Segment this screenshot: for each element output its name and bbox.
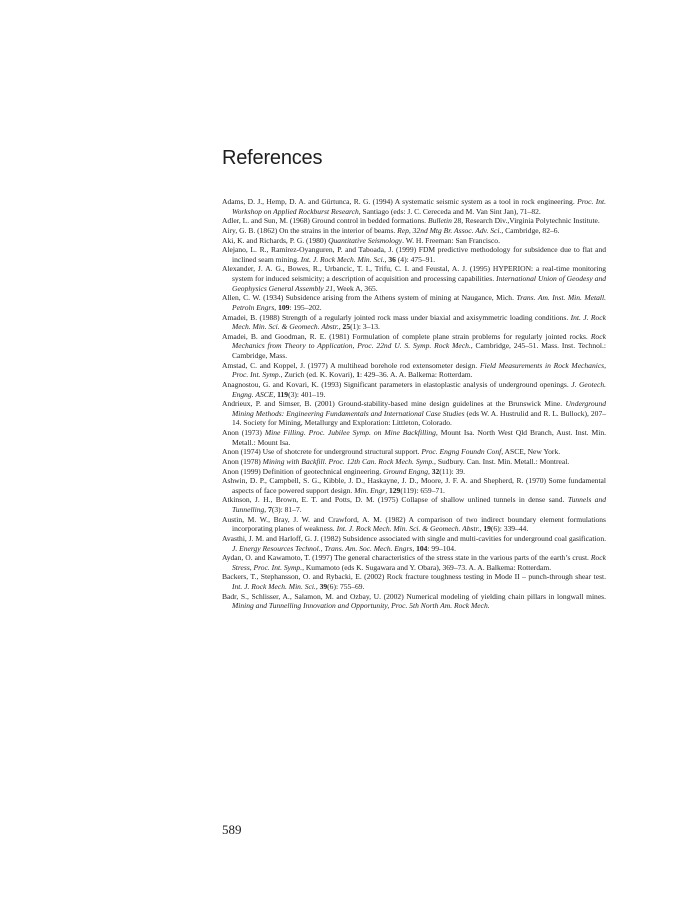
reference-text: : 429–36. A. A. Balkema: Rotterdam. (360, 370, 473, 380)
reference-source-title: Field Measurements in Rock Mechanics, Proc. Int. Symp. (232, 360, 606, 380)
reference-source-title: J. Energy Resources Technol., Trans. Am. Soc. Mech. Engrs (232, 543, 413, 553)
reference-text: : 195–202. (289, 302, 322, 312)
reference-source-title: Int. J. Rock Mech. Min. Sci. (232, 582, 316, 591)
reference-text: Alejano, L. R., Ramírez-Oyanguren, P. and Taboada, J. (1999) FDM predictive methodology for subsidence due to flat and inclined seam mining. (222, 245, 606, 264)
reference-text: Austin, M. W., Bray, J. W. and Crawford, A. M. (1982) A comparison of two indirect boundary element formulations incorporating planes of weakness. (222, 514, 606, 534)
reference-entry (222, 495, 606, 514)
reference-text: Aki, K. and Richards, P. G. (1980) (222, 235, 329, 245)
reference-text: , (479, 524, 484, 534)
reference-entry (222, 380, 606, 399)
reference-source-title: Underground Mining Methods: Engineering Fundamentals and International Case Studies (232, 399, 606, 418)
reference-text: (3): 401–19. (288, 389, 326, 399)
reference-text: Badr, S., Schlisser, A., Salamon, M. and Ozbay, U. (2002) Numerical modeling of yielding chain pillars in longwall mines. (222, 591, 606, 601)
reference-text: , (427, 466, 432, 476)
reference-text: , Cambridge, 245–51. Mass. Inst. Technol.: Cambridge, Mass. (232, 341, 607, 360)
reference-text: , (264, 505, 269, 514)
reference-text: Avasthi, J. M. and Harloff, G. J. (1982) Subsidence associated with single and multi-cavities for underground coal gasification. (222, 533, 606, 543)
reference-text: Aydan, O. and Kawamoto, T. (1997) The general characteristics of the stress state in the various parts of the earth’s crust. (222, 553, 591, 563)
reference-text: (3): 81–7. (271, 505, 302, 514)
reference-volume: 109 (278, 302, 290, 312)
reference-volume: 7 (268, 505, 272, 514)
reference-source-title: Mining with Backfill. Proc. 12th Can. Rock Mech. Symp. (262, 456, 435, 466)
reference-volume: 129 (389, 485, 401, 495)
reference-source-title: Trans. Am. Inst. Min. Metall. Petroln Engrs (232, 293, 606, 312)
reference-text: (119): 659–71. (400, 485, 445, 495)
reference-text: , Cambridge, 82–6. (501, 225, 560, 235)
reference-volume: 119 (277, 389, 289, 399)
reference-text: (eds W. A. Hustrulid and R. L. Bullock), 207–14. Society for Mining, Metallurgy and Exploration: Littleton, Colorado. (232, 408, 606, 428)
reference-text: . W. H. Freeman: San Francisco. (402, 235, 500, 245)
reference-volume: 32 (431, 466, 440, 476)
reference-text: Allen, C. W. (1934) Subsidence arising from the Athens system of mining at Naugance, Mich. (222, 293, 517, 303)
reference-text: Backers, T., Stephansson, O. and Rybacki, E. (2002) Rock fracture toughness testing in Mode II – punch-through shear test. (222, 572, 606, 582)
reference-text: Amstad, C. and Koppel, J. (1977) A multihead borehole rod extensometer design. (222, 360, 480, 370)
reference-source-title: J. Geotech. Engng. ASCE (232, 379, 607, 399)
reference-source-title: Rock Stress, Proc. Int. Symp. (232, 553, 606, 572)
reference-entry (222, 361, 606, 380)
reference-text: (4): 475–91. (395, 254, 436, 264)
page-number: 589 (222, 822, 242, 837)
reference-volume: 1 (356, 370, 360, 380)
reference-entry (222, 592, 606, 611)
reference-entry (222, 197, 606, 216)
reference-entry (222, 467, 606, 477)
reference-entry (222, 515, 606, 534)
reference-text: Andrieux, P. and Simser, B. (2001) Ground-stability-based mine design guidelines at the Brunswick Mine. (222, 399, 566, 409)
reference-source-title: Bulletin (427, 216, 452, 226)
reference-entry (222, 534, 606, 553)
reference-text: Amadei, B. and Goodman, R. E. (1981) Formulation of complete plane strain problems for regularly jointed rocks. (222, 331, 591, 341)
reference-text: , (384, 254, 389, 264)
reference-text: Airy, G. B. (1862) On the strains in the interior of beams. (222, 225, 398, 235)
reference-entry (222, 332, 606, 361)
reference-source-title: International Union of Geodesy and Geophysics General Assembly 21 (232, 274, 606, 293)
reference-source-title: Min. Engr (354, 485, 386, 495)
reference-entry (222, 399, 606, 428)
reference-text: Adler, L. and Sun, M. (1968) Ground control in bedded formations. (222, 216, 428, 226)
reference-text: : 99–104. (427, 543, 456, 553)
reference-text: , Zurich (ed. K. Kovari), (280, 370, 357, 380)
reference-text: Anon (1973) (222, 428, 265, 437)
reference-entry (222, 236, 606, 246)
reference-source-title: Proc. Int. Workshop on Applied Rockburst Research (232, 197, 606, 216)
reference-text: Anon (1978) (222, 456, 263, 466)
reference-entry (222, 313, 606, 332)
reference-entry (222, 572, 606, 591)
reference-text: , (315, 582, 320, 591)
reference-text: 28, Research Div.,Virginia Polytechnic Institute. (451, 216, 600, 226)
reference-volume: 25 (342, 322, 351, 332)
reference-text: , (274, 302, 279, 312)
reference-text: , Week A, 365. (333, 283, 378, 293)
reference-entry (222, 553, 606, 572)
reference-text: , (412, 543, 417, 553)
reference-text: (11): 39. (439, 466, 466, 476)
reference-source-title: Int. J. Rock Mech. Min. Sci. & Geomech. Abstr. (232, 312, 606, 332)
reference-text: Anon (1974) Use of shotcrete for underground structural support. (222, 447, 422, 457)
reference-source-title: Quantitative Seismology (328, 235, 403, 245)
reference-text: Atkinson, J. H., Brown, E. T. and Potts, D. M. (1975) Collapse of shallow unlined tunnels in dense sand. (222, 495, 568, 505)
reference-entry (222, 245, 606, 264)
reference-text: Anon (1999) Definition of geotechnical engineering. (222, 466, 384, 476)
reference-text: , Santiago (eds: J. C. Cereceda and M. Van Sint Jan), 71–82. (358, 206, 541, 216)
reference-text: , ASCE, New York. (501, 447, 561, 457)
reference-text: (1): 3–13. (350, 322, 380, 332)
reference-volume: 104 (416, 543, 428, 553)
page-title: References (222, 147, 323, 169)
reference-text: Adams, D. J., Hemp, D. A. and Gürtunca, R. G. (1994) A systematic seismic system as a tool in rock engineering. (222, 197, 578, 206)
reference-text: Ashwin, D. P., Campbell, S. G., Kibble, J. D., Haskayne, J. D., Moore, J. F. A. and Shepherd, R. (1970) Some fundamental aspects of face powered support design. (222, 476, 606, 495)
reference-source-title: Mining and Tunnelling Innovation and Opportunity, Proc. 5th North Am. Rock Mech. (232, 601, 490, 611)
reference-source-title: Int. J. Rock Mech. Min. Sci. & Geomech. Abstr. (336, 524, 480, 534)
reference-list (222, 197, 606, 611)
reference-entry (222, 428, 606, 447)
reference-entry (222, 293, 606, 312)
reference-source-title: Rock Mechanics from Theory to Application, Proc. 22nd U. S. Symp. Rock Mech. (232, 331, 606, 351)
reference-volume: 36 (388, 254, 396, 264)
reference-text: , (338, 322, 343, 332)
reference-text: Anagnostou, G. and Kovari, K. (1993) Significant parameters in elastoplastic analysis of underground openings. (222, 379, 572, 389)
reference-text: (6): 755–69. (327, 582, 365, 591)
reference-entry (222, 447, 606, 457)
reference-text: , Sudbury. Can. Inst. Min. Metall.: Montreal. (434, 456, 570, 466)
reference-source-title: Tunnels and Tunnelling (232, 495, 606, 514)
reference-entry (222, 476, 606, 495)
reference-source-title: Rep, 32nd Mtg Br. Assoc. Adv. Sci. (397, 225, 502, 235)
reference-text: Amadei, B. (1988) Strength of a regularly jointed rock mass under biaxial and axisymmetric loading conditions. (222, 312, 571, 322)
reference-text: , (385, 485, 389, 495)
reference-entry (222, 457, 606, 467)
reference-source-title: Ground Engng (383, 466, 428, 476)
reference-entry (222, 226, 606, 236)
reference-text: , Mount Isa. North West Qld Branch, Aust. Inst. Min. Metall.: Mount Isa. (232, 428, 606, 447)
reference-source-title: Mine Filling. Proc. Jubilee Symp. on Mine Backfilling (264, 428, 436, 437)
reference-volume: 39 (319, 582, 328, 591)
reference-entry (222, 264, 606, 293)
reference-volume: 19 (483, 524, 491, 534)
reference-text: , Kumamoto (eds K. Sugawara and Y. Obara), 369–73. A. A. Balkema: Rotterdam. (302, 562, 552, 572)
reference-text: , (273, 389, 278, 399)
reference-entry (222, 216, 606, 226)
reference-text: Alexander, J. A. G., Bowes, R., Urbancic, T. I., Trifu, C. I. and Feustal, A. J. (1995) HYPERION: a real-time monitoring system for induced seismicity; a description of acquisition and processing capabilities. (222, 264, 606, 283)
reference-source-title: Proc. Engng Foundn Conf (421, 447, 502, 457)
reference-source-title: Int. J. Rock Mech. Min. Sci. (300, 254, 385, 264)
reference-text: (6): 339–44. (490, 524, 529, 534)
